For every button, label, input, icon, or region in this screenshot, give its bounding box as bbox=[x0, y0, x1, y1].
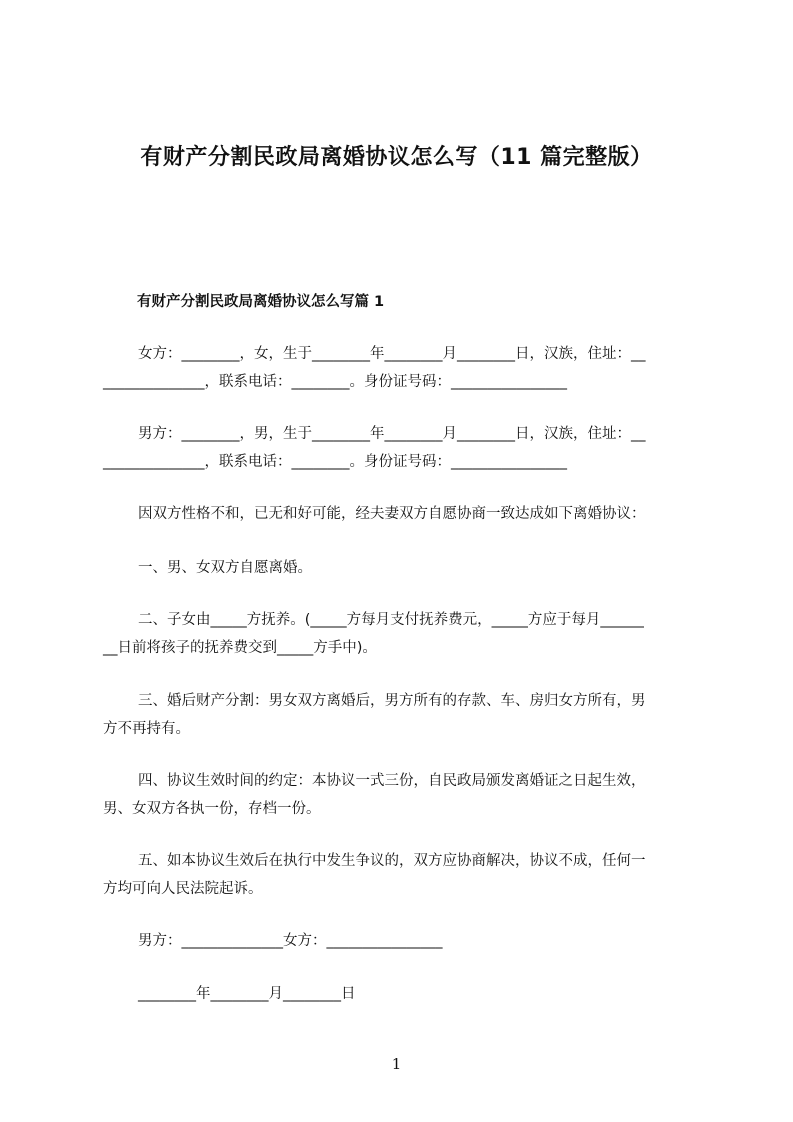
male-party-line-2: ______________，联系电话：________。身份证号码：________________ bbox=[103, 454, 567, 470]
clause-4-line-2: 男、女双方各执一份，存档一份。 bbox=[103, 801, 321, 817]
clause-2-paragraph bbox=[103, 606, 703, 662]
clause-2-line-2: __日前将孩子的抚养费交到_____方手中)。 bbox=[103, 640, 377, 656]
clause-1-line: 一、男、女双方自愿离婚。 bbox=[138, 560, 312, 576]
female-party-line-1: 女方：________，女，生于________年________月________日，汉族，住址：__ bbox=[138, 346, 646, 362]
female-party-line-2: ______________，联系电话：________。身份证号码：________________ bbox=[103, 374, 567, 390]
clause-3-line-1: 三、婚后财产分割：男女双方离婚后，男方所有的存款、车、房归女方所有，男 bbox=[138, 693, 646, 709]
date-line: ________年________月________日 bbox=[138, 986, 356, 1002]
preamble-line: 因双方性格不和，已无和好可能，经夫妻双方自愿协商一致达成如下离婚协议： bbox=[138, 506, 646, 522]
clause-3-line-2: 方不再持有。 bbox=[103, 721, 190, 737]
clause-3-paragraph bbox=[103, 687, 703, 743]
clause-2-line-1: 二、子女由_____方抚养。(_____方每月支付抚养费元，_____方应于每月______ bbox=[138, 612, 644, 628]
date-paragraph bbox=[103, 980, 703, 1008]
male-party-line-1: 男方：________，男，生于________年________月________日，汉族，住址：__ bbox=[138, 426, 646, 442]
clause-4-paragraph bbox=[103, 767, 703, 823]
signature-paragraph bbox=[103, 927, 703, 955]
clause-5-line-1: 五、如本协议生效后在执行中发生争议的，双方应协商解决，协议不成，任何一 bbox=[138, 853, 646, 869]
clause-4-line-1: 四、协议生效时间的约定：本协议一式三份，自民政局颁发离婚证之日起生效， bbox=[138, 773, 646, 789]
page-number: 1 bbox=[391, 1055, 402, 1073]
signature-line: 男方：______________女方：________________ bbox=[138, 933, 443, 949]
female-party-paragraph bbox=[103, 340, 703, 396]
male-party-paragraph bbox=[103, 420, 703, 476]
clause-5-line-2: 方均可向人民法院起诉。 bbox=[103, 881, 263, 897]
clause-1-paragraph bbox=[103, 554, 703, 582]
preamble-paragraph bbox=[103, 500, 703, 528]
section-heading: 有财产分割民政局离婚协议怎么写篇 1 bbox=[137, 294, 385, 310]
clause-5-paragraph bbox=[103, 847, 703, 903]
document-title: 有财产分割民政局离婚协议怎么写（11 篇完整版） bbox=[140, 145, 653, 170]
